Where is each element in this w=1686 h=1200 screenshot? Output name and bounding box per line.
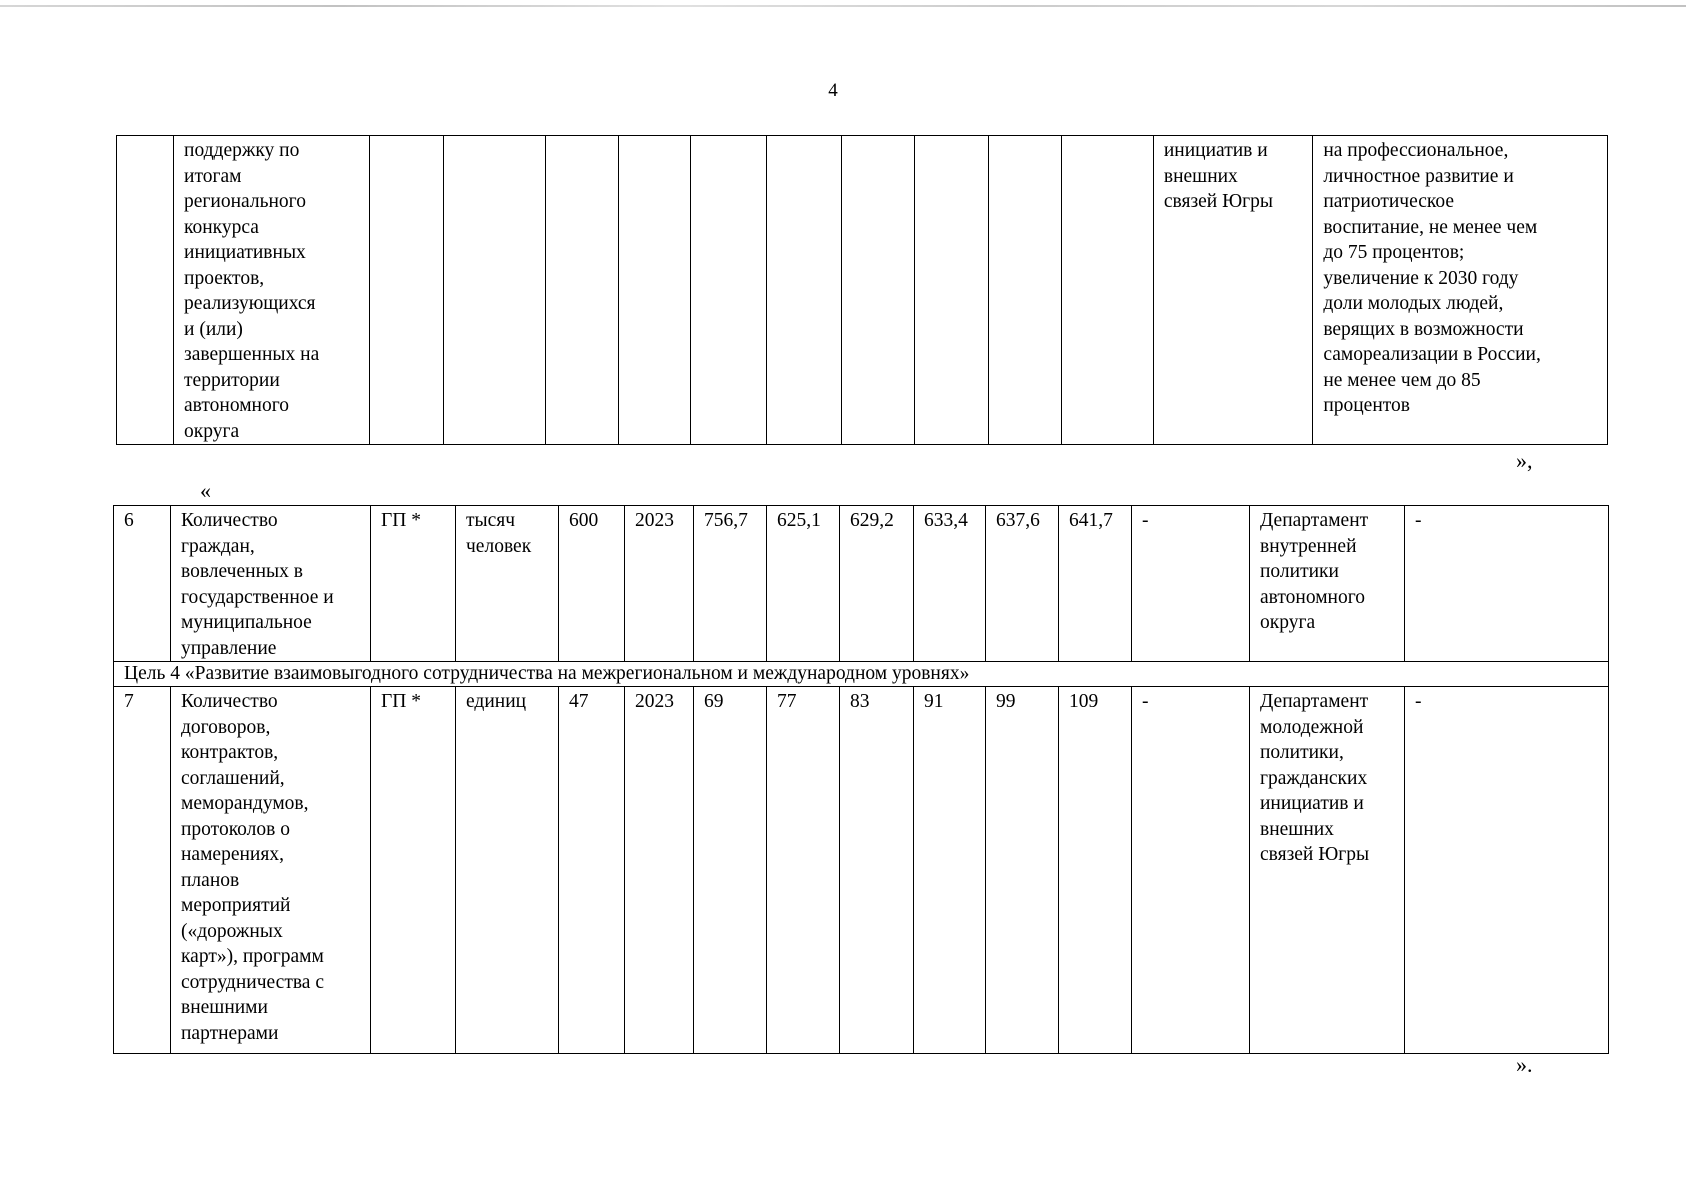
page-number: 4 <box>828 80 838 101</box>
value-cell: 629,2 <box>840 506 914 662</box>
empty-cell <box>767 136 842 445</box>
link-cell: - <box>1405 506 1609 662</box>
row-number-cell: 6 <box>114 506 171 662</box>
empty-cell <box>370 136 444 445</box>
value-cell: 641,7 <box>1059 506 1132 662</box>
base-value-cell: 47 <box>559 687 625 1054</box>
table-row <box>117 136 1608 445</box>
value-cell: 69 <box>694 687 767 1054</box>
responsible-cell: инициатив и внешних связей Югры <box>1153 136 1312 445</box>
indicator-name-cell: Количество граждан, вовлеченных в государственное и муниципальное управление <box>171 506 371 662</box>
closing-quote-2: ». <box>1516 1052 1533 1077</box>
value-cell: 91 <box>914 687 986 1054</box>
empty-cell <box>989 136 1062 445</box>
document-cell: - <box>1132 687 1250 1054</box>
value-cell: 99 <box>986 687 1059 1054</box>
responsible-cell: Департамент молодежной политики, гражданских инициатив и внешних связей Югры <box>1250 687 1405 1054</box>
level-cell: ГП * <box>371 687 456 1054</box>
empty-cell <box>545 136 618 445</box>
table-row <box>114 506 1609 662</box>
row-number-cell <box>117 136 174 445</box>
document-cell: - <box>1132 506 1250 662</box>
base-year-cell: 2023 <box>625 506 694 662</box>
base-value-cell: 600 <box>559 506 625 662</box>
link-cell: на профессиональное, личностное развитие и патриотическое воспитание, не менее чем до 75 процентов; увеличение к 2030 году доли молодых людей, верящих в возможности самореализации в России, не менее чем до 85 процентов <box>1313 136 1608 445</box>
indicator-name-cell: поддержку по итогам регионального конкурса инициативных проектов, реализующихся и (или) завершенных на территории автономного округа <box>174 136 370 445</box>
opening-quote: « <box>200 478 211 503</box>
unit-cell: единиц <box>456 687 559 1054</box>
responsible-cell: Департамент внутренней политики автономного округа <box>1250 506 1405 662</box>
unit-cell: тысяч человек <box>456 506 559 662</box>
empty-cell <box>691 136 767 445</box>
value-cell: 625,1 <box>767 506 840 662</box>
closing-quote-1: », <box>1516 448 1533 473</box>
link-cell: - <box>1405 687 1609 1054</box>
value-cell: 756,7 <box>694 506 767 662</box>
table-indicators <box>113 505 1609 1054</box>
empty-cell <box>444 136 545 445</box>
goal-heading: Цель 4 «Развитие взаимовыгодного сотрудничества на межрегиональном и международном уровнях» <box>114 662 1609 687</box>
value-cell: 77 <box>767 687 840 1054</box>
goal-row <box>114 662 1609 687</box>
indicator-name-cell: Количество договоров, контрактов, соглашений, меморандумов, протоколов о намерениях, планов мероприятий («дорожных карт»), программ сотрудничества с внешними партнерами <box>171 687 371 1054</box>
row-number-cell: 7 <box>114 687 171 1054</box>
table-row <box>114 687 1609 1054</box>
empty-cell <box>618 136 691 445</box>
value-cell: 83 <box>840 687 914 1054</box>
value-cell: 109 <box>1059 687 1132 1054</box>
empty-cell <box>1062 136 1154 445</box>
level-cell: ГП * <box>371 506 456 662</box>
empty-cell <box>915 136 989 445</box>
table-continuation <box>116 135 1608 445</box>
scan-edge-artifact <box>0 5 1686 7</box>
base-year-cell: 2023 <box>625 687 694 1054</box>
value-cell: 637,6 <box>986 506 1059 662</box>
value-cell: 633,4 <box>914 506 986 662</box>
empty-cell <box>842 136 915 445</box>
